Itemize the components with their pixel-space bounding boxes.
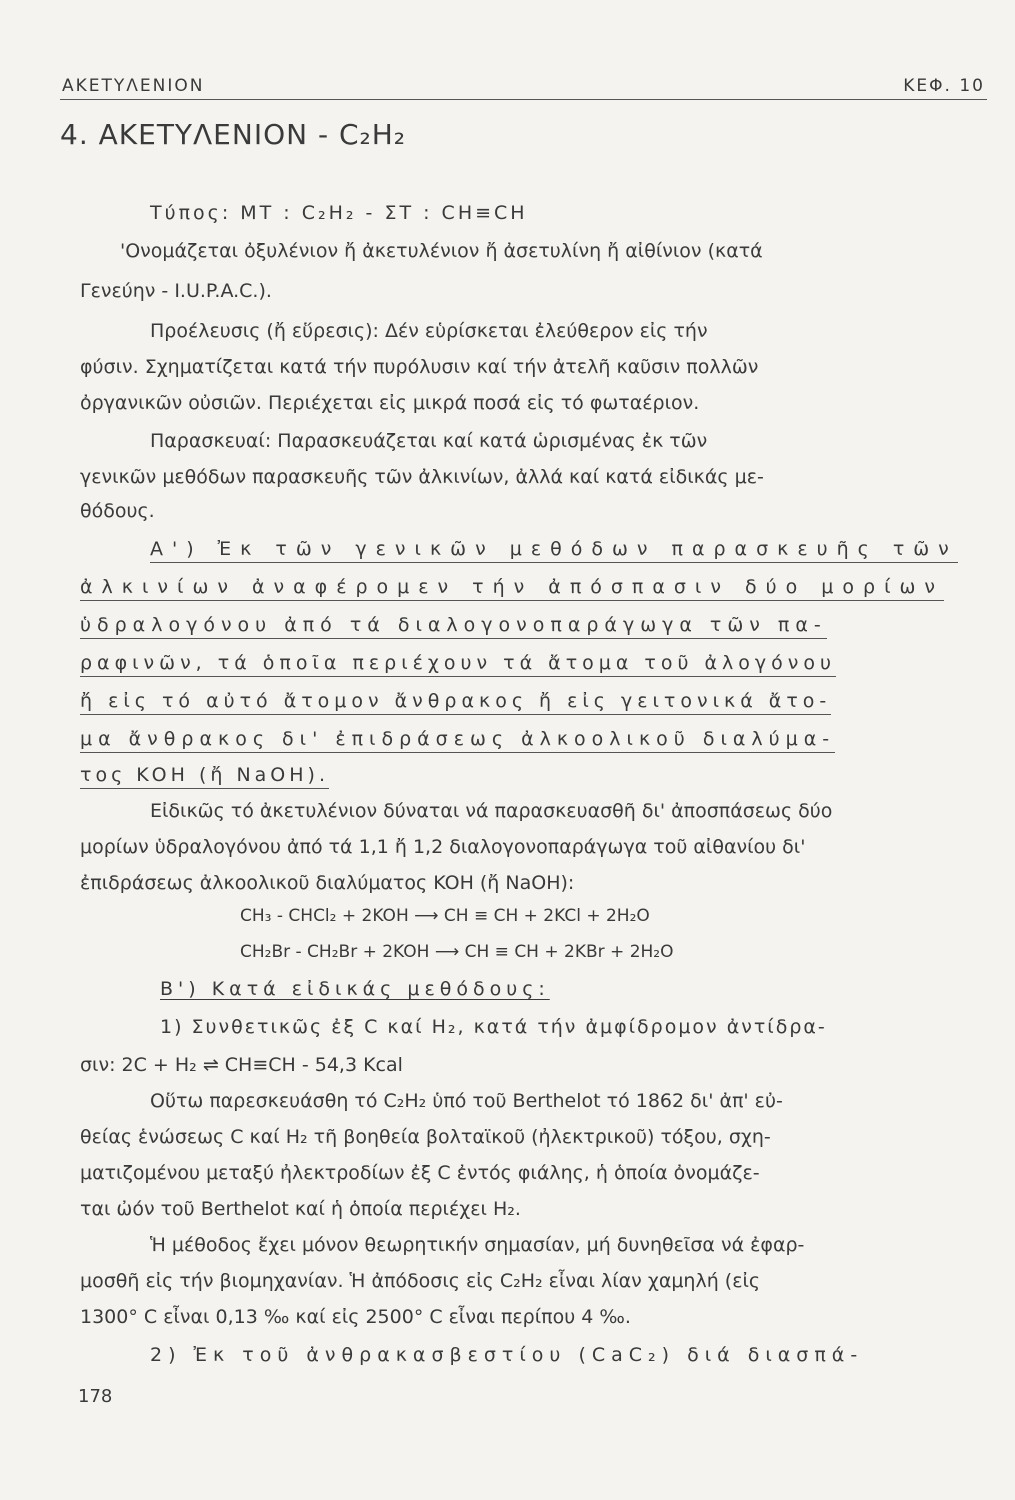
occurrence-line-1: Προέλευσις (ἤ εὕρεσις): Δέν εὑρίσκεται ἐλεύθερον εἰς τήν — [150, 320, 708, 342]
occurrence-line-3: ὀργανικῶν οὐσιῶν. Περιέχεται εἰς μικρά ποσά εἰς τό φωταέριον. — [80, 392, 700, 414]
method-a-line-5: ἤ εἰς τό αὐτό ἄτομον ἄνθρακος ἤ εἰς γειτονικά ἄτο- — [80, 690, 831, 715]
method-note-line-2: μοσθῆ εἰς τήν βιομηχανίαν. Ἡ ἀπόδοσις εἰς C₂H₂ εἶναι λίαν χαμηλή (εἰς — [80, 1270, 761, 1292]
synthesis-equation: σιν: 2C + H₂ ⇌ CH≡CH - 54,3 Kcal — [80, 1054, 403, 1076]
carbide-line-1: 2) Ἐκ τοῦ ἀνθρακασβεστίου (CaC₂) διά διασπά- — [150, 1344, 864, 1366]
synthesis-line-1: 1) Συνθετικῶς ἐξ C καί H₂, κατά τήν ἀμφίδρομον ἀντίδρα- — [160, 1016, 827, 1038]
method-a-line-6: μα ἄνθρακος δι' ἐπιδράσεως ἀλκοολικοῦ διαλύμα- — [80, 728, 835, 753]
method-a-line-7: τος KOH (ἤ NaOH). — [80, 764, 329, 789]
method-a-line-2: ἀλκινίων ἀναφέρομεν τήν ἀπόσπασιν δύο μορίων — [80, 576, 944, 601]
berthelot-line-1: Οὕτω παρεσκευάσθη τό C₂H₂ ὑπό τοῦ Berthelot τό 1862 δι' ἀπ' εὐ- — [150, 1090, 783, 1112]
naming-line-2: Γενεύην - I.U.P.A.C.). — [80, 280, 272, 302]
method-a-line-4: ραφινῶν, τά ὁποῖα περιέχουν τά ἄτομα τοῦ ἀλογόνου — [80, 652, 836, 677]
chapter-label: ΚΕΦ. 10 — [903, 76, 985, 96]
berthelot-line-4: ται ὠόν τοῦ Berthelot καί ἡ ὁποία περιέχει H₂. — [80, 1198, 521, 1220]
specific-line-2: μορίων ὑδραλογόνου ἀπό τά 1,1 ἤ 1,2 διαλογονοπαράγωγα τοῦ αἰθανίου δι' — [80, 836, 806, 858]
preparation-line-3: θόδους. — [80, 500, 155, 522]
method-b-heading: Β') Κατά εἰδικάς μεθόδους: — [160, 978, 550, 1000]
naming-line-1: 'Ονομάζεται ὀξυλένιον ἤ ἀκετυλένιον ἤ ἀσετυλίνη ἤ αἰθίνιον (κατά — [120, 240, 763, 262]
section-title: 4. ΑΚΕΤΥΛΕΝΙΟΝ - C₂H₂ — [60, 118, 407, 151]
berthelot-line-2: θείας ἑνώσεως C καί H₂ τῆ βοηθεία βολταϊκοῦ (ἠλεκτρικοῦ) τόξου, σχη- — [80, 1126, 771, 1148]
preparation-line-1: Παρασκευαί: Παρασκευάζεται καί κατά ὡρισμένας ἐκ τῶν — [150, 430, 708, 452]
method-note-line-1: Ἡ μέθοδος ἔχει μόνον θεωρητικήν σημασίαν, μή δυνηθεῖσα νά ἐφαρ- — [150, 1234, 805, 1256]
equation-1: CH₃ - CHCl₂ + 2KOH ⟶ CH ≡ CH + 2KCl + 2H₂O — [240, 906, 650, 926]
method-a-line-1: Α') Ἐκ τῶν γενικῶν μεθόδων παρασκευῆς τῶν — [150, 538, 958, 563]
equation-2: CH₂Br - CH₂Br + 2KOH ⟶ CH ≡ CH + 2KBr + 2H₂O — [240, 942, 674, 962]
formula-line: Τύπος: ΜΤ : C₂H₂ - ΣΤ : CH≡CH — [150, 202, 528, 224]
preparation-line-2: γενικῶν μεθόδων παρασκευῆς τῶν ἀλκινίων, ἀλλά καί κατά εἰδικάς με- — [80, 466, 764, 488]
method-note-line-3: 1300° C εἶναι 0,13 ‰ καί εἰς 2500° C εἶναι περίπου 4 ‰. — [80, 1306, 631, 1328]
occurrence-line-2: φύσιν. Σχηματίζεται κατά τήν πυρόλυσιν καί τήν ἀτελῆ καῦσιν πολλῶν — [80, 356, 759, 378]
page-number: 178 — [78, 1386, 113, 1407]
specific-line-3: ἐπιδράσεως ἀλκοολικοῦ διαλύματος KOH (ἤ NaOH): — [80, 872, 575, 894]
running-header-title: ΑΚΕΤΥΛΕΝΙΟΝ — [62, 76, 205, 96]
method-a-line-3: ὑδραλογόνου ἀπό τά διαλογονοπαράγωγα τῶν πα- — [80, 614, 827, 639]
specific-line-1: Εἰδικῶς τό ἀκετυλένιον δύναται νά παρασκευασθῆ δι' ἀποσπάσεως δύο — [150, 800, 833, 822]
header-divider — [60, 99, 987, 100]
berthelot-line-3: ματιζομένου μεταξύ ἠλεκτροδίων ἐξ C ἐντός φιάλης, ἡ ὁποία ὀνομάζε- — [80, 1162, 760, 1184]
